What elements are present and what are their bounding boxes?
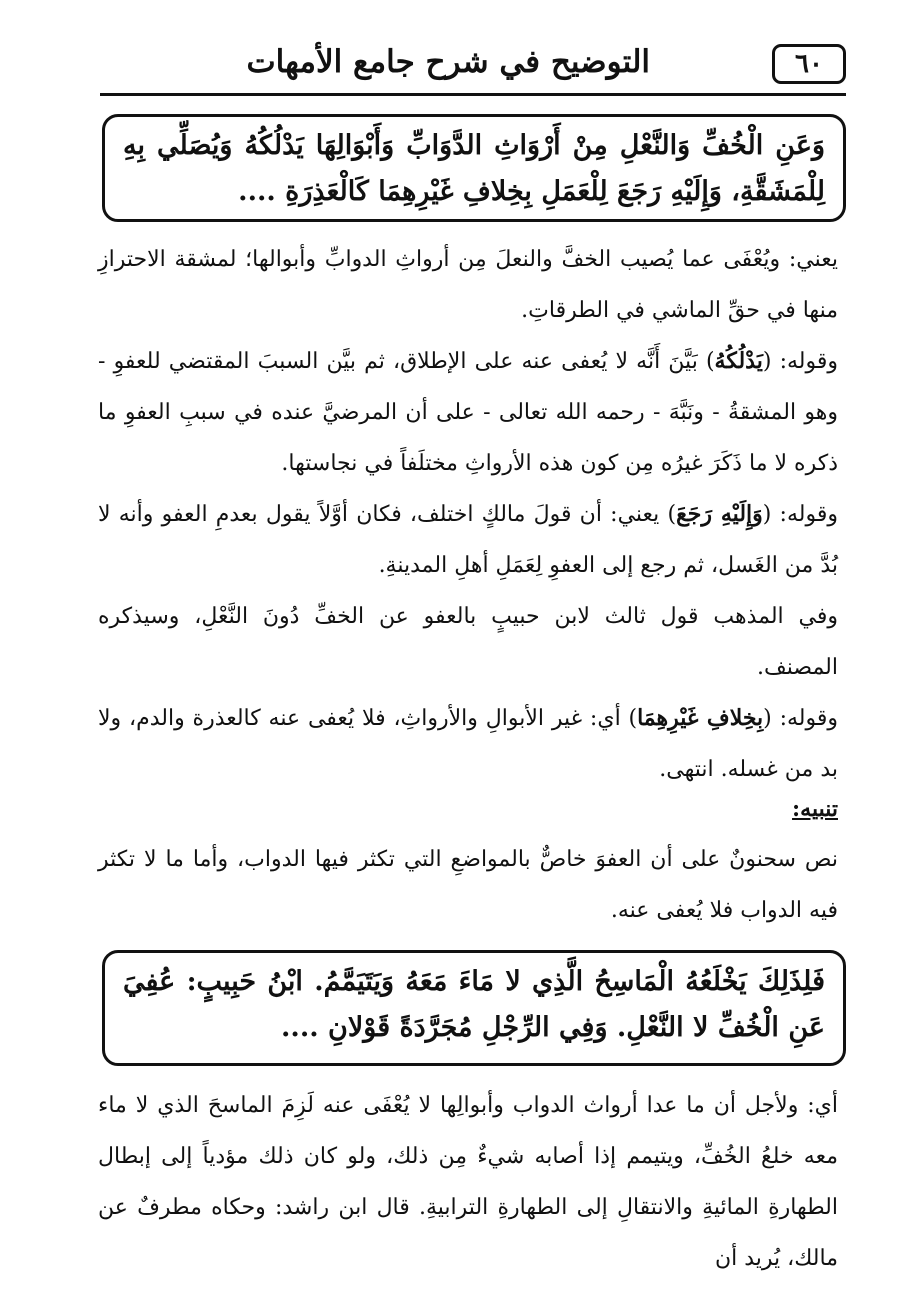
matn-text-1: وَعَنِ الْخُفِّ وَالنَّعْلِ مِنْ أَرْوَاثِ الدَّوَابِّ وَأَبْوَالِهَا يَدْلُكُهُ وَيُصَلِّي بِهِ لِلْمَشَقَّةِ، وَإِلَيْهِ رَجَعَ لِلْعَمَلِ بِخِلافِ غَيْرِهِمَا كَالْعَذِرَةِ .... bbox=[123, 130, 825, 207]
quote-rest: ) بَيَّنَ أَنَّه لا يُعفى عنه على الإطلاق، ثم بيَّن السببَ المقتضي للعفوِ - وهو المشقةُ - ونَبَّهَ - رحمه الله تعالى - على أن المرضيَّ عنده في سببِ العفوِ ما ذكره لا ما ذَكَرَ غيرُه مِن كون هذه الأرواثِ مختلَفاً في نجاستها. bbox=[98, 349, 838, 476]
quote-intro: وقوله: ( bbox=[762, 349, 838, 374]
page-number: ٦٠ bbox=[772, 44, 846, 84]
page-header bbox=[100, 38, 846, 100]
paragraph-2 bbox=[98, 336, 838, 489]
quote-intro: وقوله: ( bbox=[763, 706, 838, 731]
commentary-block-1 bbox=[98, 234, 838, 795]
quote-rest: ) يعني: أن قولَ مالكٍ اختلف، فكان أوَّلاً يقول بعدمِ العفو وأنه لا بُدَّ من الغَسل، ثم رجع إلى العفوِ لِعَمَلِ أهلِ المدينةِ. bbox=[98, 502, 838, 578]
matn-box-2 bbox=[102, 950, 846, 1066]
commentary-block-2: أي: ولأجل أن ما عدا أرواث الدواب وأبوالِها لا يُعْفَى عنه لَزِمَ الماسحَ الذي لا ماء معه خلعُ الخُفِّ، ويتيمم إذا أصابه شيءٌ مِن ذلك، ولو كان ذلك مؤدياً إلى إبطال الطهارةِ المائيةِ والانتقالِ إلى الطهارةِ الترابيةِ. قال ابن راشد: وحكاه مطرفٌ عن مالك، يُريد أن bbox=[98, 1093, 838, 1271]
running-title: التوضيح في شرح جامع الأمهات bbox=[246, 44, 650, 80]
quote-rest: ) أي: غير الأبوالِ والأرواثِ، فلا يُعفى عنه كالعذرة والدم، ولا بد من غسله. انتهى. bbox=[98, 706, 838, 782]
quoted-phrase: يَدْلُكُهُ bbox=[714, 348, 763, 374]
note-heading: تنبيه: bbox=[792, 796, 838, 822]
paragraph-4: وفي المذهب قول ثالث لابن حبيبٍ بالعفو عن الخفِّ دُونَ النَّعْلِ، وسيذكره المصنف. bbox=[98, 604, 838, 680]
quote-intro: وقوله: ( bbox=[762, 502, 838, 527]
paragraph-3 bbox=[98, 489, 838, 591]
quoted-phrase: بِخِلافِ غَيْرِهِمَا bbox=[637, 705, 764, 731]
paragraph-1: يعني: ويُعْفَى عما يُصيب الخفَّ والنعلَ مِن أرواثِ الدوابِّ وأبوالها؛ لمشقة الاحترازِ منها في حقِّ الماشي في الطرقاتِ. bbox=[98, 247, 838, 323]
matn-text-2: فَلِذَلِكَ يَخْلَعُهُ الْمَاسِحُ الَّذِي لا مَاءَ مَعَهُ وَيَتَيَمَّمُ. ابْنُ حَبِيبٍ: عُفِيَ عَنِ الْخُفِّ لا النَّعْلِ. وَفِي الرِّجْلِ مُجَرَّدَةً قَوْلانِ .... bbox=[123, 966, 825, 1043]
quoted-phrase: وَإِلَيْهِ رَجَعَ bbox=[676, 501, 763, 527]
matn-box-1 bbox=[102, 114, 846, 222]
note-paragraph: نص سحنونٌ على أن العفوَ خاصٌّ بالمواضعِ التي تكثر فيها الدواب، وأما ما لا تكثر فيه الدواب فلا يُعفى عنه. bbox=[98, 847, 838, 923]
header-rule bbox=[100, 93, 846, 96]
paragraph-5 bbox=[98, 693, 838, 795]
